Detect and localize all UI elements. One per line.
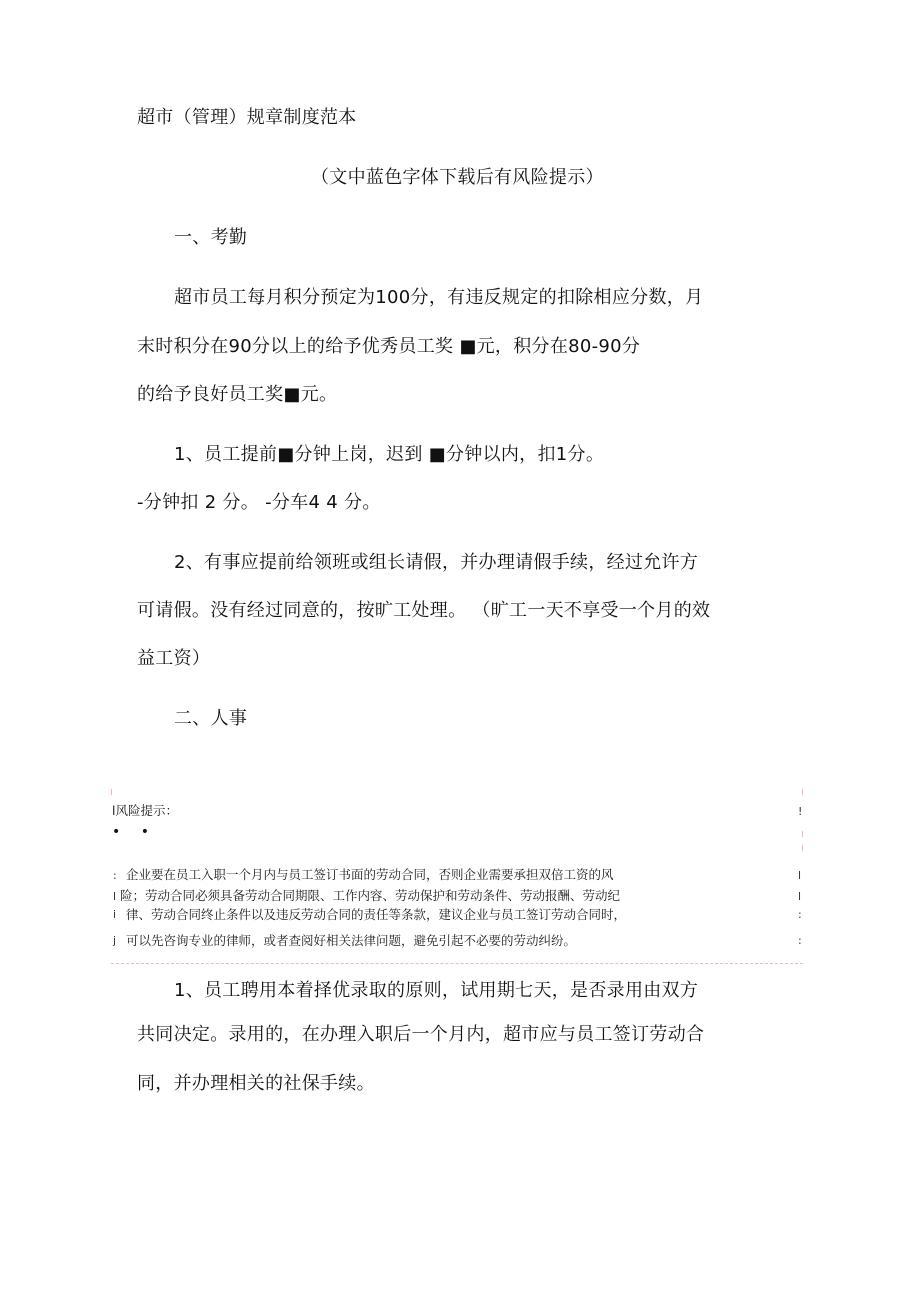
attendance-intro-line-1: 超市员工每月积分预定为100分，有违反规定的扣除相应分数，月 — [174, 287, 704, 308]
personnel-item1-line-3: 同，并办理相关的社保手续。 — [137, 1073, 375, 1094]
margin-mark: : — [798, 908, 802, 921]
doc-subtitle: （文中蓝色字体下载后有风险提示） — [311, 167, 604, 188]
section-heading-attendance: 一、考勤 — [174, 227, 248, 248]
margin-mark: ! — [798, 805, 803, 818]
margin-mark: l — [113, 890, 117, 903]
attendance-intro-line-3: 的给予良好员工奖■元。 — [137, 384, 338, 405]
risk-notice-line-4: 可以先咨询专业的律师，或者查阅好相关法律问题，避免引起不必要的劳动纠纷。 — [126, 933, 577, 948]
attendance-item1-line-2: -分钟扣 2 分。 -分车4 4 分。 — [137, 492, 381, 513]
attendance-item1-line-1: 1、员工提前■分钟上岗，迟到 ■分钟以内，扣1分。 — [174, 444, 605, 465]
personnel-item1-line-1: 1、员工聘用本着择优录取的原则，试用期七天，是否录用由双方 — [174, 980, 699, 1001]
margin-mark: i — [113, 908, 117, 921]
risk-notice-box — [111, 789, 803, 964]
margin-mark: : — [798, 934, 802, 947]
margin-mark: l — [798, 890, 802, 903]
risk-notice-line-1: 企业要在员工入职一个月内与员工签订书面的劳动合同，否则企业需要承担双倍工资的风 — [126, 867, 614, 882]
attendance-intro-line-2: 末时积分在90分以上的给予优秀员工奖 ■元，积分在80-90分 — [137, 336, 641, 357]
risk-notice-line-3: 律、劳动合同终止条件以及违反劳动合同的责任等条款，建议企业与员工签订劳动合同时， — [126, 907, 627, 922]
doc-title: 超市（管理）规章制度范本 — [137, 107, 357, 128]
attendance-item2-line-1: 2、有事应提前给领班或组长请假，并办理请假手续，经过允许方 — [174, 552, 699, 573]
section-heading-personnel: 二、人事 — [174, 708, 248, 729]
attendance-item2-line-2: 可请假。没有经过同意的，按旷工处理。 （旷工一天不享受一个月的效 — [137, 600, 711, 621]
attendance-item2-line-3: 益工资） — [137, 648, 211, 669]
margin-mark: l — [798, 869, 802, 882]
risk-notice-line-2: 险；劳动合同必须具备劳动合同期限、工作内容、劳动保护和劳动条件、劳动报酬、劳动纪 — [120, 888, 621, 903]
risk-notice-title: l风险提示： — [112, 803, 178, 818]
margin-mark: j — [113, 934, 117, 947]
margin-mark: : — [113, 869, 117, 882]
personnel-item1-line-2: 共同决定。录用的，在办理入职后一个月内，超市应与员工签订劳动合 — [137, 1024, 705, 1045]
bullet-dots: • • — [112, 824, 157, 840]
